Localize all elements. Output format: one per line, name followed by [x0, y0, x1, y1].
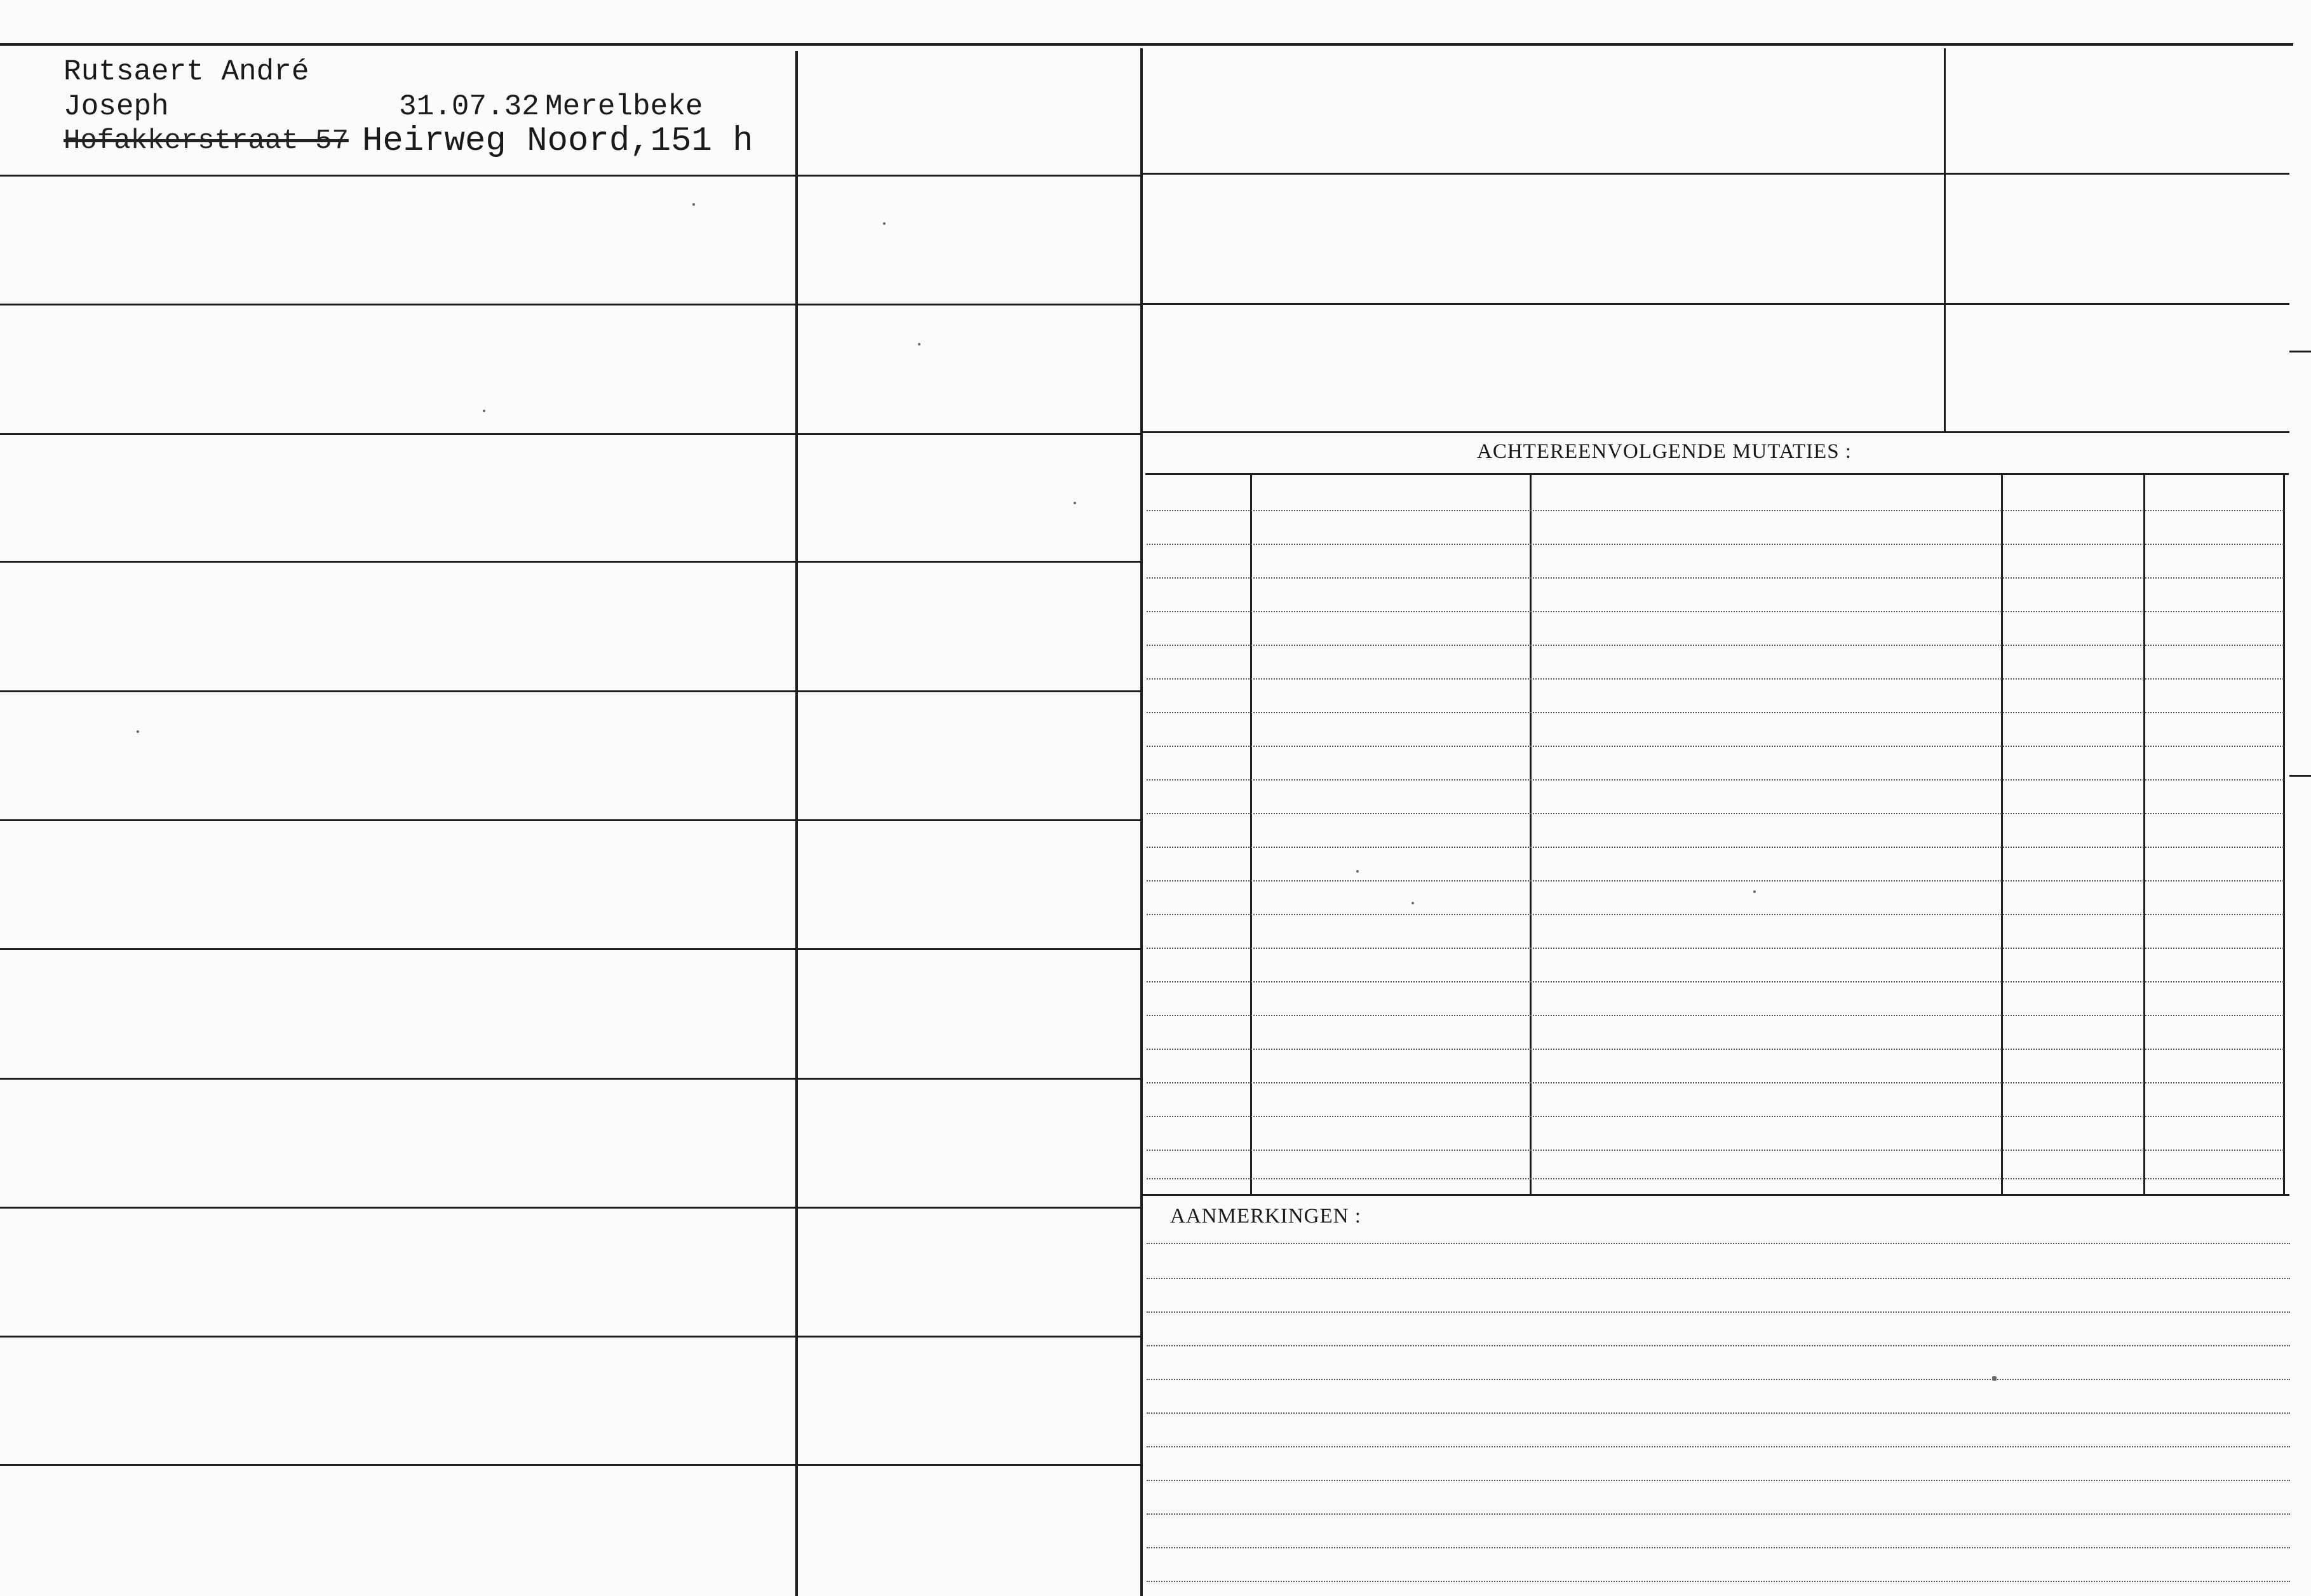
- person-name-continued: Joseph: [64, 90, 169, 123]
- mutations-ruling: [1147, 948, 2284, 949]
- column-divider-1: [795, 51, 798, 1596]
- mutations-ruling: [1147, 813, 2284, 814]
- mutations-ruling: [1147, 746, 2284, 747]
- left-row-line: [0, 1464, 1140, 1466]
- remarks-ruling: [1147, 1513, 2290, 1515]
- remarks-ruling: [1147, 1243, 2290, 1244]
- mutations-ruling: [1147, 510, 2284, 511]
- scan-speck: [1356, 870, 1359, 873]
- scan-speck: [883, 222, 886, 225]
- mutations-ruling: [1147, 914, 2284, 915]
- right-inner-divider: [1944, 48, 1946, 431]
- mutations-ruling: [1147, 1150, 2284, 1151]
- mutations-ruling: [1147, 1178, 2284, 1179]
- mutations-col-line: [2283, 475, 2285, 1194]
- left-row-line: [0, 1207, 1140, 1209]
- scan-speck: [1753, 890, 1756, 893]
- mutations-ruling: [1147, 645, 2284, 646]
- old-address-struck: Hofakkerstraat 57: [64, 125, 349, 157]
- remarks-ruling: [1147, 1547, 2290, 1548]
- edge-tick: [2289, 351, 2311, 352]
- mutations-ruling: [1147, 544, 2284, 545]
- mutations-col-line: [1250, 475, 1252, 1194]
- left-row-line: [0, 304, 1140, 305]
- mutations-ruling: [1147, 611, 2284, 612]
- birth-place: Merelbeke: [545, 90, 703, 123]
- mutations-ruling: [1147, 847, 2284, 848]
- scan-speck: [918, 343, 920, 345]
- remarks-ruling: [1147, 1278, 2290, 1279]
- mutations-ruling: [1147, 712, 2284, 713]
- remarks-ruling: [1147, 1480, 2290, 1481]
- mutations-ruling: [1147, 1116, 2284, 1117]
- remarks-ruling: [1147, 1446, 2290, 1447]
- mutations-ruling: [1147, 1015, 2284, 1016]
- mutations-header: ACHTEREENVOLGENDE MUTATIES :: [1477, 440, 1852, 463]
- mutations-ruling: [1147, 981, 2284, 982]
- scan-speck: [1412, 902, 1414, 904]
- mutations-col-line: [2001, 475, 2003, 1194]
- scan-speck: [1992, 1376, 1997, 1381]
- left-row-line: [0, 690, 1140, 692]
- remarks-ruling: [1147, 1311, 2290, 1313]
- remarks-ruling: [1147, 1379, 2290, 1380]
- mutations-col-line: [2143, 475, 2145, 1194]
- mutations-ruling: [1147, 678, 2284, 680]
- edge-tick: [2289, 775, 2311, 777]
- mutations-ruling: [1147, 779, 2284, 781]
- left-row-line: [0, 1078, 1140, 1080]
- left-row-line: [0, 175, 1140, 177]
- left-row-line: [0, 433, 1140, 435]
- remarks-ruling: [1147, 1581, 2290, 1582]
- scan-speck: [137, 730, 139, 733]
- remarks-ruling: [1147, 1412, 2290, 1414]
- mutations-ruling: [1147, 577, 2284, 579]
- scan-speck: [1074, 502, 1076, 504]
- remarks-ruling: [1147, 1345, 2290, 1346]
- new-address: Heirweg Noord,151 h: [362, 122, 753, 161]
- mutations-bottom-line: [1143, 1194, 2289, 1196]
- mutations-ruling: [1147, 1049, 2284, 1050]
- birth-date: 31.07.32: [399, 90, 539, 123]
- person-name: Rutsaert André: [64, 55, 309, 88]
- mutations-ruling: [1147, 880, 2284, 882]
- scan-speck: [483, 410, 485, 412]
- right-row-line: [1143, 431, 2289, 433]
- left-row-line: [0, 1336, 1140, 1338]
- mutations-ruling: [1147, 1082, 2284, 1083]
- left-row-line: [0, 561, 1140, 563]
- mutations-top-line: [1145, 473, 2289, 475]
- top-border: [0, 43, 2293, 46]
- scan-speck: [692, 203, 695, 206]
- remarks-header: AANMERKINGEN :: [1170, 1205, 1361, 1228]
- column-divider-2: [1140, 48, 1143, 1596]
- left-row-line: [0, 819, 1140, 821]
- right-row-line: [1143, 303, 2289, 305]
- left-row-line: [0, 948, 1140, 950]
- right-row-line: [1143, 173, 2289, 175]
- mutations-col-line: [1530, 475, 1532, 1194]
